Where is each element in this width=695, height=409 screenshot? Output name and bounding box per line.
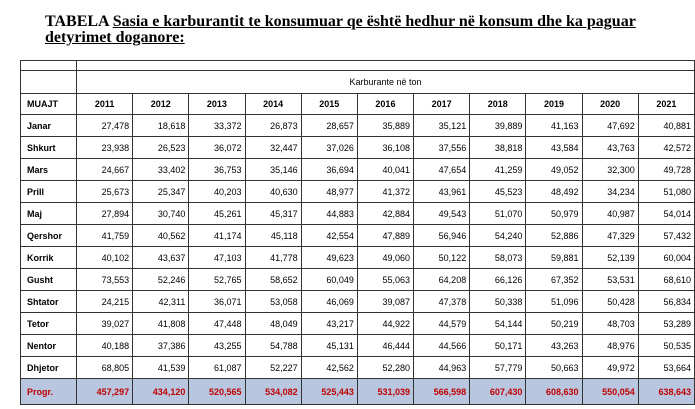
value-cell: 50,338 [470,291,526,313]
value-cell: 40,562 [133,225,189,247]
value-cell: 39,087 [357,291,413,313]
value-cell: 73,553 [77,269,133,291]
value-cell: 36,072 [189,137,245,159]
value-cell: 61,087 [189,357,245,379]
value-cell: 44,566 [414,335,470,357]
value-cell: 41,259 [470,159,526,181]
total-value-cell: 534,082 [245,379,301,405]
value-cell: 41,163 [526,115,582,137]
total-value-cell: 607,430 [470,379,526,405]
value-cell: 40,102 [77,247,133,269]
value-cell: 50,663 [526,357,582,379]
value-cell: 60,004 [638,247,694,269]
total-value-cell: 608,630 [526,379,582,405]
month-label: Korrik [21,247,77,269]
value-cell: 57,779 [470,357,526,379]
value-cell: 49,543 [414,203,470,225]
value-cell: 67,352 [526,269,582,291]
value-cell: 28,657 [301,115,357,137]
value-cell: 39,027 [77,313,133,335]
value-cell: 42,554 [301,225,357,247]
total-value-cell: 520,565 [189,379,245,405]
value-cell: 49,972 [582,357,638,379]
value-cell: 50,219 [526,313,582,335]
value-cell: 52,765 [189,269,245,291]
value-cell: 33,372 [189,115,245,137]
year-header-2016: 2016 [357,94,413,115]
value-cell: 40,203 [189,181,245,203]
total-value-cell: 531,039 [357,379,413,405]
year-header-2013: 2013 [189,94,245,115]
month-label: Maj [21,203,77,225]
month-label: Janar [21,115,77,137]
month-col-header: MUAJT [21,94,77,115]
group-header-row [21,71,695,94]
value-cell: 42,311 [133,291,189,313]
value-cell: 53,664 [638,357,694,379]
table-row [21,137,695,159]
value-cell: 41,778 [245,247,301,269]
value-cell: 46,069 [301,291,357,313]
value-cell: 53,531 [582,269,638,291]
value-cell: 52,246 [133,269,189,291]
value-cell: 45,317 [245,203,301,225]
value-cell: 68,805 [77,357,133,379]
year-header-2015: 2015 [301,94,357,115]
value-cell: 54,788 [245,335,301,357]
value-cell: 32,447 [245,137,301,159]
value-cell: 36,071 [189,291,245,313]
value-cell: 42,572 [638,137,694,159]
table-row [21,225,695,247]
value-cell: 44,883 [301,203,357,225]
table-row [21,159,695,181]
value-cell: 35,146 [245,159,301,181]
month-label: Tetor [21,313,77,335]
month-label: Dhjetor [21,357,77,379]
value-cell: 40,987 [582,203,638,225]
table-row [21,115,695,137]
title-line1: Sasia e karburantit te konsumuar qe është hedhur në konsum dhe ka paguar [112,13,636,30]
value-cell: 48,492 [526,181,582,203]
value-cell: 37,386 [133,335,189,357]
value-cell: 52,280 [357,357,413,379]
value-cell: 60,049 [301,269,357,291]
value-cell: 49,728 [638,159,694,181]
value-cell: 54,014 [638,203,694,225]
spacer-cell [77,61,695,71]
value-cell: 68,610 [638,269,694,291]
value-cell: 49,623 [301,247,357,269]
title-prefix: TABELA [45,13,109,30]
value-cell: 41,808 [133,313,189,335]
value-cell: 47,329 [582,225,638,247]
value-cell: 54,240 [470,225,526,247]
table-row [21,291,695,313]
value-cell: 50,171 [470,335,526,357]
value-cell: 35,121 [414,115,470,137]
year-header-2011: 2011 [77,94,133,115]
value-cell: 40,881 [638,115,694,137]
month-label: Mars [21,159,77,181]
table-row [21,203,695,225]
value-cell: 43,263 [526,335,582,357]
total-row [21,379,695,405]
value-cell: 34,234 [582,181,638,203]
value-cell: 26,523 [133,137,189,159]
fuel-table [20,60,695,405]
value-cell: 51,080 [638,181,694,203]
value-cell: 43,255 [189,335,245,357]
value-cell: 40,041 [357,159,413,181]
value-cell: 42,884 [357,203,413,225]
value-cell: 45,118 [245,225,301,247]
year-header-2017: 2017 [414,94,470,115]
table-row [21,335,695,357]
value-cell: 48,977 [301,181,357,203]
value-cell: 56,834 [638,291,694,313]
value-cell: 42,562 [301,357,357,379]
title-line2: detyrimet doganore: [45,29,185,46]
value-cell: 37,026 [301,137,357,159]
value-cell: 43,961 [414,181,470,203]
value-cell: 52,886 [526,225,582,247]
value-cell: 58,073 [470,247,526,269]
table-row [21,357,695,379]
value-cell: 23,938 [77,137,133,159]
value-cell: 55,063 [357,269,413,291]
value-cell: 47,103 [189,247,245,269]
value-cell: 26,873 [245,115,301,137]
value-cell: 47,378 [414,291,470,313]
value-cell: 47,692 [582,115,638,137]
value-cell: 40,630 [245,181,301,203]
value-cell: 43,637 [133,247,189,269]
value-cell: 18,618 [133,115,189,137]
value-cell: 58,652 [245,269,301,291]
total-value-cell: 525,443 [301,379,357,405]
table-row [21,313,695,335]
value-cell: 41,539 [133,357,189,379]
value-cell: 45,261 [189,203,245,225]
month-label: Shkurt [21,137,77,159]
value-cell: 64,208 [414,269,470,291]
total-label: Progr. [21,379,77,405]
value-cell: 57,432 [638,225,694,247]
value-cell: 43,763 [582,137,638,159]
value-cell: 38,818 [470,137,526,159]
value-cell: 44,579 [414,313,470,335]
total-value-cell: 638,643 [638,379,694,405]
value-cell: 37,556 [414,137,470,159]
value-cell: 47,448 [189,313,245,335]
value-cell: 50,122 [414,247,470,269]
value-cell: 35,889 [357,115,413,137]
spacer-row [21,61,695,71]
value-cell: 52,227 [245,357,301,379]
value-cell: 45,523 [470,181,526,203]
value-cell: 54,144 [470,313,526,335]
table-row [21,247,695,269]
value-cell: 25,673 [77,181,133,203]
value-cell: 41,174 [189,225,245,247]
value-cell: 39,889 [470,115,526,137]
value-cell: 47,889 [357,225,413,247]
value-cell: 41,372 [357,181,413,203]
value-cell: 46,444 [357,335,413,357]
value-cell: 48,049 [245,313,301,335]
spacer-cell [21,61,77,71]
value-cell: 30,740 [133,203,189,225]
total-value-cell: 550,054 [582,379,638,405]
value-cell: 47,654 [414,159,470,181]
year-header-2020: 2020 [582,94,638,115]
fuel-table-body [21,61,695,405]
year-header-2012: 2012 [133,94,189,115]
value-cell: 27,894 [77,203,133,225]
value-cell: 36,753 [189,159,245,181]
month-label: Prill [21,181,77,203]
value-cell: 50,979 [526,203,582,225]
month-label: Qershor [21,225,77,247]
value-cell: 66,126 [470,269,526,291]
value-cell: 49,052 [526,159,582,181]
value-cell: 53,058 [245,291,301,313]
table-row [21,181,695,203]
total-value-cell: 457,297 [77,379,133,405]
table-row [21,269,695,291]
value-cell: 50,535 [638,335,694,357]
value-cell: 59,881 [526,247,582,269]
value-cell: 40,188 [77,335,133,357]
value-cell: 36,694 [301,159,357,181]
value-cell: 48,976 [582,335,638,357]
value-cell: 33,402 [133,159,189,181]
value-cell: 49,060 [357,247,413,269]
year-header-row [21,94,695,115]
value-cell: 53,289 [638,313,694,335]
value-cell: 27,478 [77,115,133,137]
value-cell: 44,963 [414,357,470,379]
value-cell: 52,139 [582,247,638,269]
year-header-2021: 2021 [638,94,694,115]
value-cell: 48,703 [582,313,638,335]
value-cell: 25,347 [133,181,189,203]
value-cell: 51,096 [526,291,582,313]
value-cell: 51,070 [470,203,526,225]
table-title [45,14,685,46]
total-value-cell: 566,598 [414,379,470,405]
value-cell: 32,300 [582,159,638,181]
value-cell: 45,131 [301,335,357,357]
value-cell: 43,217 [301,313,357,335]
year-header-2019: 2019 [526,94,582,115]
value-cell: 24,215 [77,291,133,313]
value-cell: 24,667 [77,159,133,181]
month-label: Nentor [21,335,77,357]
month-label: Shtator [21,291,77,313]
month-label: Gusht [21,269,77,291]
value-cell: 56,946 [414,225,470,247]
year-header-2018: 2018 [470,94,526,115]
year-header-2014: 2014 [245,94,301,115]
value-cell: 44,922 [357,313,413,335]
value-cell: 36,108 [357,137,413,159]
value-cell: 41,759 [77,225,133,247]
header-blank-cell [21,71,77,94]
total-value-cell: 434,120 [133,379,189,405]
group-header: Karburante në ton [77,71,695,94]
value-cell: 50,428 [582,291,638,313]
value-cell: 43,584 [526,137,582,159]
